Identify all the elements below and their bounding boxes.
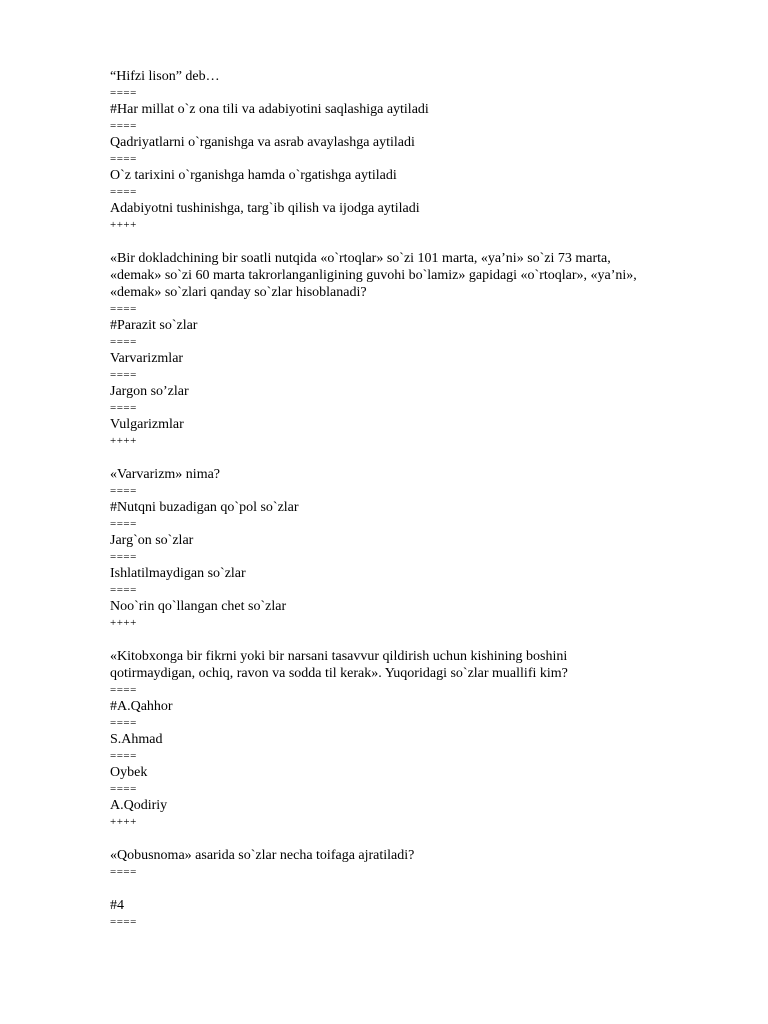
answer-option: Jargon so’zlar [110,384,189,399]
separator: ==== [110,866,137,878]
answer-option: Varvarizmlar [110,351,184,366]
separator: ==== [110,369,137,381]
answer-option: Noo`rin qo`llangan chet so`zlar [110,599,287,614]
answer-option: Qadriyatlarni o`rganishga va asrab avaylashga aytiladi [110,135,415,150]
answer-option: Adabiyotni tushinishga, targ`ib qilish va ijodga aytiladi [110,201,420,216]
separator: ==== [110,916,137,928]
question-text: «demak» so`zlari qanday so`zlar hisoblanadi? [110,285,367,300]
separator: ==== [110,87,137,99]
separator: ==== [110,717,137,729]
terminator: ++++ [110,435,137,447]
question-text: qotirmaydigan, ochiq, ravon va sodda til kerak». Yuqoridagi so`zlar muallifi kim? [110,666,568,681]
answer-option: #Parazit so`zlar [110,318,198,333]
question-block [110,250,708,449]
question-block [110,847,708,930]
answer-option: #Har millat o`z ona tili va adabiyotini saqlashiga aytiladi [110,102,429,117]
separator: ==== [110,551,137,563]
question-block [110,68,708,233]
separator: ==== [110,402,137,414]
separator: ==== [110,186,137,198]
separator: ==== [110,584,137,596]
answer-option: Oybek [110,765,148,780]
question-text: «Varvarizm» nima? [110,467,221,482]
separator: ==== [110,336,137,348]
question-block [110,466,708,631]
answer-option: A.Qodiriy [110,798,168,813]
answer-option: S.Ahmad [110,732,163,747]
answer-option: #Nutqni buzadigan qo`pol so`zlar [110,500,299,515]
question-text: «Kitobxonga bir fikrni yoki bir narsani tasavvur qildirish uchun kishining boshini [110,649,568,664]
separator: ==== [110,153,137,165]
terminator: ++++ [110,816,137,828]
answer-option: #A.Qahhor [110,699,173,714]
separator: ==== [110,750,137,762]
answer-option: Ishlatilmaydigan so`zlar [110,566,246,581]
question-text: “Hifzi lison” deb… [110,69,220,84]
separator: ==== [110,303,137,315]
terminator: ++++ [110,617,137,629]
blank-line [110,880,708,897]
answer-option: #4 [110,898,124,913]
answer-option: O`z tarixini o`rganishga hamda o`rgatishga aytiladi [110,168,397,183]
answer-option: Jarg`on so`zlar [110,533,194,548]
question-text: «Qobusnoma» asarida so`zlar necha toifaga ajratiladi? [110,848,415,863]
separator: ==== [110,518,137,530]
terminator: ++++ [110,219,137,231]
separator: ==== [110,485,137,497]
answer-option: Vulgarizmlar [110,417,184,432]
question-text: «demak» so`zi 60 marta takrorlanganligining guvohi bo`lamiz» gapidagi «o`rtoqlar», «ya’ni», [110,268,637,283]
separator: ==== [110,120,137,132]
separator: ==== [110,684,137,696]
question-text: «Bir dokladchining bir soatli nutqida «o`rtoqlar» so`zi 101 marta, «ya’ni» so`zi 73 marta, [110,251,611,266]
question-block [110,648,708,830]
separator: ==== [110,783,137,795]
